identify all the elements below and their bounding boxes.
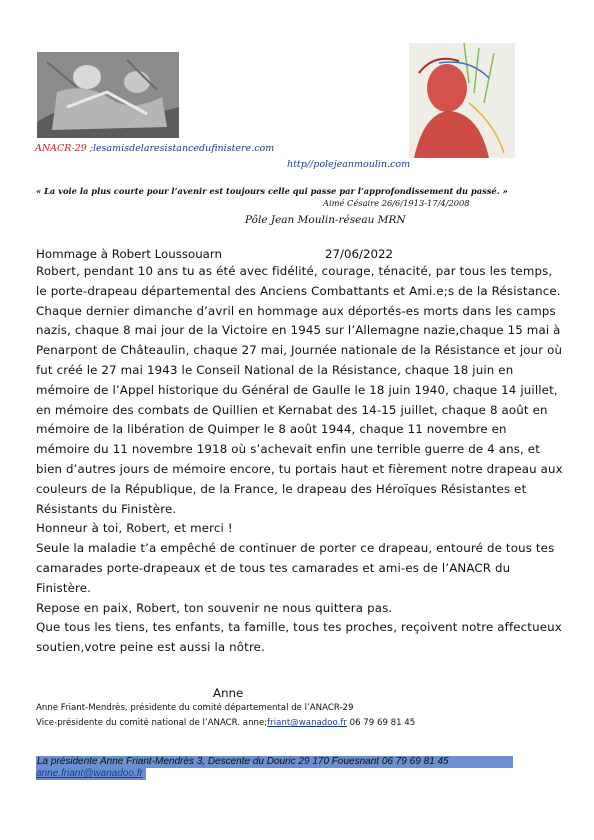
body-paragraph: Que tous les tiens, tes enfants, ta famille, tous tes proches, reçoivent notre affectueux soutien,votre peine est aussi la nôtre. <box>36 620 562 655</box>
site-left-rest: lesamisdelaresistancedufinistere.com <box>92 143 275 154</box>
document-heading <box>36 247 393 261</box>
footer-author-title: Anne Friant-Mendrès, présidente du comité départemental de l’ANACR-29 <box>36 703 354 713</box>
body-paragraph: Honneur à toi, Robert, et merci ! <box>36 521 233 536</box>
site-link-anacr[interactable] <box>35 143 274 154</box>
body-paragraph: Repose en paix, Robert, ton souvenir ne nous quittera pas. <box>36 600 393 615</box>
site-link-polejeanmoulin[interactable]: http//polejeanmoulin.com <box>287 159 411 170</box>
body-paragraph: Robert, pendant 10 ans tu as été avec fidélité, courage, ténacité, par tous les temps, le porte-drapeau départemental des Anciens Combattants et Ami.e;s de la Résistance. <box>36 264 561 298</box>
epigraph-quote: « La voie la plus courte pour l’avenir est toujours celle qui passe par l’approfondissement du passé. » <box>36 186 508 196</box>
contact-email-link[interactable]: anne.friant@wanadoo.fr <box>36 768 146 780</box>
epigraph-author: Aimé Césaire 26/6/1913-17/4/2008 <box>323 198 470 208</box>
footer-role: Vice-présidente du comité national de l’ANACR. anne; <box>36 718 268 728</box>
organization-name: Pôle Jean Moulin-réseau MRN <box>245 214 406 226</box>
contact-block <box>36 756 513 780</box>
footer-phone: 06 79 69 81 45 <box>346 718 416 728</box>
header-photo-portrait <box>409 43 515 158</box>
body-paragraph: Chaque dernier dimanche d’avril en hommage aux déportés-es morts dans les camps nazis, chaque 8 mai jour de la Victoire en 1945 sur l’Allemagne nazie,chaque 15 mai à Penarpont de Châteaulin, chaque 27 mai, Journée nationale de la Résistance et jour où fut créé le 27 mai 1943 le Conseil National de la Résistance, chaque 18 juin en mémoire de l’Appel historique du Général de Gaulle le 18 juin 1940, chaque 14 juillet, en mémoire des combats de Quillien et Kernabat des 14-15 juillet, chaque 8 août en mémoire de la libération de Quimper le 8 août 1944, chaque 11 novembre en mémoire du 11 novembre 1918 où s’achevait enfin une terrible guerre de 4 ans, et bien d’autres jours de mémoire encore, tu portais haut et fièrement notre drapeau aux couleurs de la République, de la France, le drapeau des Héroïques Résistantes et Résistants du Finistère. <box>36 303 563 516</box>
body-paragraph: Seule la maladie t’a empêché de continuer de porter ce drapeau, entouré de tous tes camarades porte-drapeaux et de tous tes camarades et ami-es de l’ANACR du Finistère. <box>36 541 555 595</box>
contact-address: La présidente Anne Friant-Mendrès 3, Descente du Douric 29 170 Fouesnant 06 79 69 81 45 <box>36 756 513 768</box>
document-date: 27/06/2022 <box>325 247 393 261</box>
footer-email-link[interactable]: friant@wanadoo.fr <box>267 718 347 728</box>
document-title: Hommage à Robert Loussouarn <box>36 247 223 261</box>
footer-author-contact <box>36 718 415 728</box>
header-photo-monument <box>37 52 179 138</box>
site-left-prefix: ANACR-29 ; <box>35 143 93 154</box>
signature: Anne <box>213 686 244 700</box>
document-body <box>36 262 564 658</box>
